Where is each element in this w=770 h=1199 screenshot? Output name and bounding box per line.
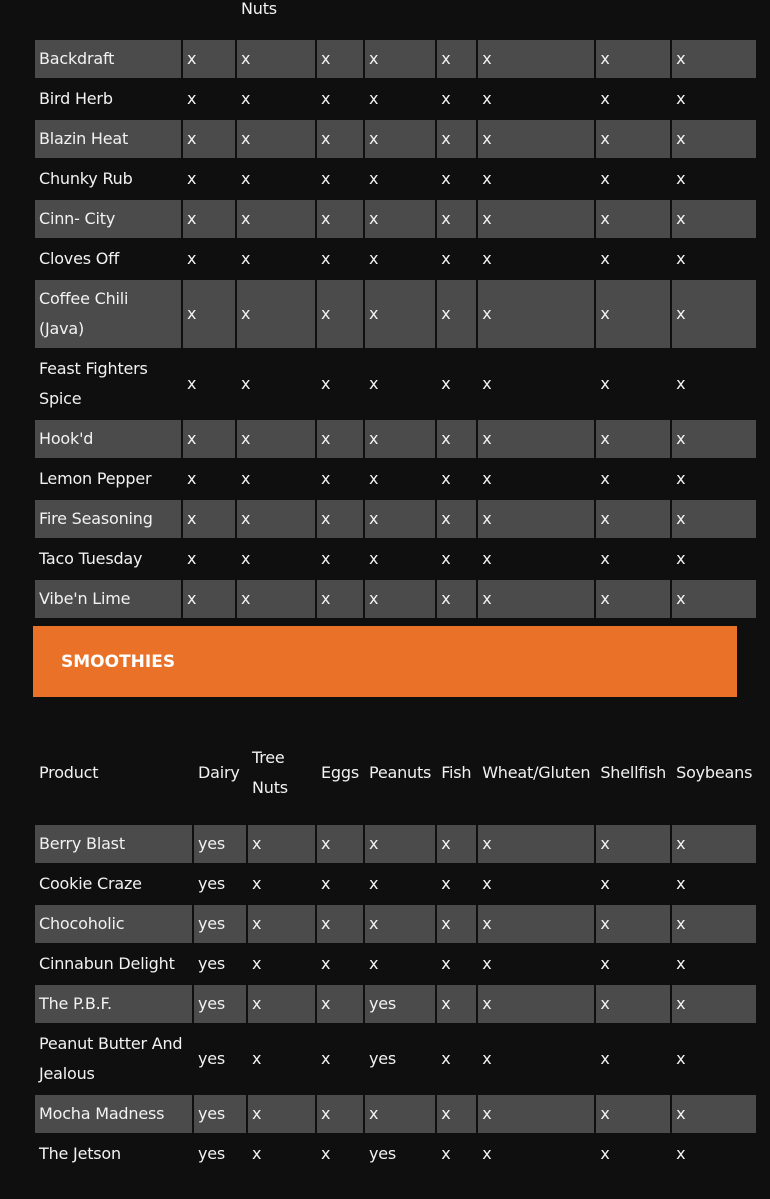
allergen-cell: x — [321, 469, 331, 488]
allergen-cell: x — [248, 905, 315, 943]
product-name-cell: Fire Seasoning — [35, 500, 181, 538]
allergen-cell: x — [482, 169, 492, 188]
allergen-cell: x — [478, 420, 594, 458]
allergen-cell: x — [241, 169, 251, 188]
column-header-tree-nuts: Nuts — [241, 0, 277, 18]
column-header-shellfish: Shellfish — [600, 763, 667, 782]
allergen-cell: yes — [194, 985, 246, 1023]
allergen-cell: x — [478, 985, 594, 1023]
table-row — [35, 825, 756, 863]
column-header-peanuts — [365, 0, 435, 38]
allergen-cell: x — [365, 1095, 435, 1133]
allergen-cell: x — [183, 580, 235, 618]
allergen-cell: x — [365, 825, 435, 863]
allergen-cell: x — [482, 89, 492, 108]
allergen-cell: x — [596, 825, 670, 863]
product-name-cell: Mocha Madness — [35, 1095, 192, 1133]
column-header-dairy: Dairy — [198, 763, 240, 782]
allergen-cell: x — [441, 469, 451, 488]
allergen-cell: x — [437, 1095, 476, 1133]
column-header-fish — [437, 0, 476, 38]
allergen-cell: x — [317, 500, 363, 538]
allergen-cell: x — [437, 120, 476, 158]
allergen-cell: x — [365, 200, 435, 238]
allergen-cell: x — [365, 120, 435, 158]
column-header-tree-nuts: Tree Nuts — [252, 748, 288, 797]
allergen-cell: x — [437, 905, 476, 943]
allergen-cell: x — [676, 89, 686, 108]
allergen-cell: x — [241, 374, 251, 393]
allergen-cell: x — [317, 580, 363, 618]
allergen-cell: x — [237, 40, 315, 78]
product-name-cell: Peanut Butter And Jealous — [39, 1034, 183, 1083]
allergen-cell: x — [482, 874, 492, 893]
allergen-cell: x — [600, 1049, 610, 1068]
product-name-cell: Coffee Chili (Java) — [35, 280, 181, 348]
allergen-cell: x — [672, 500, 756, 538]
allergen-cell: yes — [365, 985, 435, 1023]
allergen-cell: x — [482, 1049, 492, 1068]
allergen-cell: x — [596, 1095, 670, 1133]
allergen-cell: x — [241, 89, 251, 108]
column-header-eggs — [317, 0, 363, 38]
allergen-cell: x — [365, 905, 435, 943]
table-row — [35, 420, 756, 458]
allergen-cell: yes — [194, 1095, 246, 1133]
allergen-cell: x — [321, 1144, 331, 1163]
allergen-cell: x — [676, 374, 686, 393]
allergen-cell: x — [321, 1049, 331, 1068]
allergen-cell: x — [596, 580, 670, 618]
column-header-fish: Fish — [441, 763, 472, 782]
allergen-cell: x — [237, 120, 315, 158]
allergen-cell: x — [187, 469, 197, 488]
allergen-cell: x — [478, 120, 594, 158]
product-name-cell: Taco Tuesday — [39, 549, 143, 568]
allergen-cell: x — [321, 89, 331, 108]
allergen-cell: x — [317, 40, 363, 78]
allergen-cell: x — [368, 549, 379, 568]
smoothies-allergen-table — [33, 741, 758, 1175]
allergen-cell: x — [441, 549, 451, 568]
allergen-cell: x — [672, 280, 756, 348]
table-row — [35, 40, 756, 78]
product-name-cell: Lemon Pepper — [39, 469, 152, 488]
product-name-cell: Vibe'n Lime — [35, 580, 181, 618]
column-header-wheat-gluten — [478, 0, 594, 38]
product-name-cell: Bird Herb — [39, 89, 113, 108]
allergen-cell: x — [248, 1095, 315, 1133]
allergen-cell: x — [237, 200, 315, 238]
allergen-cell: x — [437, 420, 476, 458]
allergen-cell: x — [441, 374, 451, 393]
allergen-cell: x — [317, 120, 363, 158]
allergen-cell: x — [321, 954, 331, 973]
allergen-cell: yes — [198, 874, 226, 893]
product-name-cell: Hook'd — [35, 420, 181, 458]
column-header-peanuts: Peanuts — [368, 763, 432, 782]
allergen-cell: x — [365, 420, 435, 458]
allergen-cell: x — [317, 420, 363, 458]
column-header-soybeans — [672, 0, 756, 38]
allergen-cell: x — [600, 549, 610, 568]
table-row — [35, 160, 756, 198]
section-title: SMOOTHIES — [61, 651, 176, 672]
allergen-cell: x — [478, 40, 594, 78]
allergen-cell: x — [241, 549, 251, 568]
allergen-cell: yes — [198, 954, 226, 973]
allergen-cell: x — [672, 120, 756, 158]
allergen-cell: x — [252, 874, 262, 893]
allergen-cell: x — [596, 40, 670, 78]
table-row — [35, 1095, 756, 1133]
product-name-cell: Chocoholic — [35, 905, 192, 943]
product-name-cell: Cookie Craze — [39, 874, 142, 893]
allergen-cell: x — [596, 120, 670, 158]
table-row — [35, 120, 756, 158]
table-row — [35, 1135, 756, 1173]
allergen-cell: x — [482, 954, 492, 973]
allergen-cell: x — [672, 825, 756, 863]
allergen-cell: x — [365, 500, 435, 538]
allergen-cell: x — [676, 1144, 686, 1163]
allergen-cell: x — [596, 500, 670, 538]
allergen-cell: x — [441, 1144, 451, 1163]
allergen-cell: x — [365, 580, 435, 618]
allergen-cell: x — [672, 200, 756, 238]
allergen-cell: x — [478, 905, 594, 943]
allergen-cell: x — [600, 954, 610, 973]
allergen-cell: x — [600, 249, 610, 268]
product-name-cell: Cloves Off — [39, 249, 120, 268]
allergen-cell: x — [441, 169, 451, 188]
allergen-cell: x — [368, 89, 379, 108]
allergen-cell: x — [237, 280, 315, 348]
allergen-cell: x — [600, 1144, 610, 1163]
allergen-cell: x — [368, 874, 379, 893]
allergen-cell: x — [672, 1095, 756, 1133]
allergen-cell: x — [600, 374, 610, 393]
table-row — [35, 280, 756, 348]
allergen-cell: x — [187, 549, 197, 568]
allergen-cell: x — [252, 954, 262, 973]
allergen-cell: x — [437, 580, 476, 618]
smoothies-section-banner — [33, 626, 737, 697]
allergen-cell: x — [441, 249, 451, 268]
column-header-product: Product — [39, 763, 99, 782]
allergen-cell: x — [317, 825, 363, 863]
allergen-cell: x — [187, 89, 197, 108]
allergen-cell: x — [183, 500, 235, 538]
product-name-cell: Cinnabun Delight — [39, 954, 175, 973]
allergen-cell: x — [482, 374, 492, 393]
table-row — [35, 540, 756, 578]
allergen-cell: x — [368, 169, 379, 188]
allergen-cell: x — [478, 280, 594, 348]
allergen-cell: yes — [368, 1144, 397, 1163]
allergen-cell: x — [600, 89, 610, 108]
allergen-cell: x — [478, 1095, 594, 1133]
table-header-row — [35, 743, 756, 823]
allergen-cell: x — [600, 169, 610, 188]
allergen-cell: x — [482, 469, 492, 488]
allergen-cell: x — [237, 580, 315, 618]
allergen-cell: x — [183, 280, 235, 348]
allergen-cell: x — [321, 169, 331, 188]
allergen-cell: x — [317, 280, 363, 348]
allergen-cell: x — [596, 280, 670, 348]
seasonings-allergen-table — [33, 0, 758, 620]
allergen-cell: x — [441, 874, 451, 893]
allergen-cell: x — [368, 374, 379, 393]
allergen-cell: x — [478, 580, 594, 618]
table-row — [35, 580, 756, 618]
table-row — [35, 240, 756, 278]
allergen-cell: x — [478, 200, 594, 238]
column-header-product — [35, 0, 181, 38]
table-row — [35, 500, 756, 538]
allergen-cell: x — [596, 420, 670, 458]
allergen-cell: x — [441, 1049, 451, 1068]
allergen-cell: x — [437, 985, 476, 1023]
product-name-cell: Backdraft — [35, 40, 181, 78]
allergen-cell: x — [441, 954, 451, 973]
allergen-cell: x — [676, 549, 686, 568]
allergen-cell: x — [482, 549, 492, 568]
column-header-dairy — [183, 0, 235, 38]
allergen-cell: x — [482, 249, 492, 268]
table-row — [35, 1025, 756, 1093]
table-row — [35, 865, 756, 903]
product-name-cell: Blazin Heat — [35, 120, 181, 158]
allergen-cell: x — [183, 120, 235, 158]
table-row — [35, 905, 756, 943]
column-header-shellfish — [596, 0, 670, 38]
allergen-cell: x — [676, 1049, 686, 1068]
allergen-cell: x — [478, 825, 594, 863]
allergen-cell: yes — [198, 1144, 226, 1163]
allergen-cell: x — [183, 420, 235, 458]
table-row — [35, 80, 756, 118]
allergen-cell: x — [365, 280, 435, 348]
allergen-cell: x — [478, 500, 594, 538]
allergen-cell: x — [368, 249, 379, 268]
allergen-cell: x — [248, 985, 315, 1023]
allergen-cell: x — [596, 200, 670, 238]
product-name-cell: The Jetson — [39, 1144, 121, 1163]
allergen-cell: x — [482, 1144, 492, 1163]
allergen-cell: x — [187, 169, 197, 188]
allergen-cell: x — [237, 500, 315, 538]
allergen-cell: x — [317, 985, 363, 1023]
allergen-cell: x — [596, 905, 670, 943]
allergen-cell: x — [672, 580, 756, 618]
allergen-cell: x — [248, 825, 315, 863]
allergen-cell: x — [321, 374, 331, 393]
allergen-cell: yes — [194, 905, 246, 943]
table-header-row — [35, 0, 756, 38]
column-header-eggs: Eggs — [321, 763, 359, 782]
product-name-cell: Berry Blast — [35, 825, 192, 863]
allergen-cell: yes — [368, 1049, 397, 1068]
allergen-cell: x — [187, 374, 197, 393]
allergen-cell: x — [317, 200, 363, 238]
allergen-cell: x — [600, 469, 610, 488]
allergen-cell: yes — [198, 1049, 226, 1068]
allergen-cell: x — [317, 1095, 363, 1133]
allergen-cell: x — [437, 280, 476, 348]
table-row — [35, 985, 756, 1023]
table-row — [35, 200, 756, 238]
allergen-cell: x — [368, 469, 379, 488]
allergen-cell: x — [676, 874, 686, 893]
allergen-cell: x — [437, 200, 476, 238]
column-header-wheat-gluten: Wheat/Gluten — [482, 763, 591, 782]
product-name-cell: The P.B.F. — [35, 985, 192, 1023]
allergen-cell: x — [672, 40, 756, 78]
product-name-cell: Cinn- City — [35, 200, 181, 238]
allergen-cell: x — [252, 1049, 262, 1068]
table-row — [35, 460, 756, 498]
allergen-cell: x — [441, 89, 451, 108]
allergen-cell: x — [672, 985, 756, 1023]
allergen-cell: x — [183, 40, 235, 78]
allergen-cell: x — [437, 825, 476, 863]
product-name-cell: Feast Fighters Spice — [39, 359, 148, 408]
allergen-cell: x — [241, 249, 251, 268]
allergen-cell: x — [676, 469, 686, 488]
allergen-cell: x — [676, 954, 686, 973]
allergen-cell: x — [672, 905, 756, 943]
allergen-cell: x — [252, 1144, 262, 1163]
allergen-cell: x — [321, 249, 331, 268]
table-row — [35, 945, 756, 983]
allergen-cell: x — [321, 549, 331, 568]
allergen-cell: x — [676, 169, 686, 188]
allergen-cell: x — [183, 200, 235, 238]
table-row — [35, 350, 756, 418]
allergen-cell: x — [437, 40, 476, 78]
product-name-cell: Chunky Rub — [39, 169, 133, 188]
allergen-cell: x — [368, 954, 379, 973]
allergen-cell: x — [237, 420, 315, 458]
allergen-cell: x — [365, 40, 435, 78]
allergen-cell: x — [187, 249, 197, 268]
allergen-cell: x — [600, 874, 610, 893]
column-header-soybeans: Soybeans — [676, 763, 753, 782]
allergen-cell: x — [317, 905, 363, 943]
allergen-cell: x — [437, 500, 476, 538]
allergen-cell: x — [676, 249, 686, 268]
allergen-cell: x — [241, 469, 251, 488]
allergen-cell: x — [672, 420, 756, 458]
allergen-cell: x — [321, 874, 331, 893]
allergen-cell: x — [596, 985, 670, 1023]
allergen-cell: yes — [194, 825, 246, 863]
